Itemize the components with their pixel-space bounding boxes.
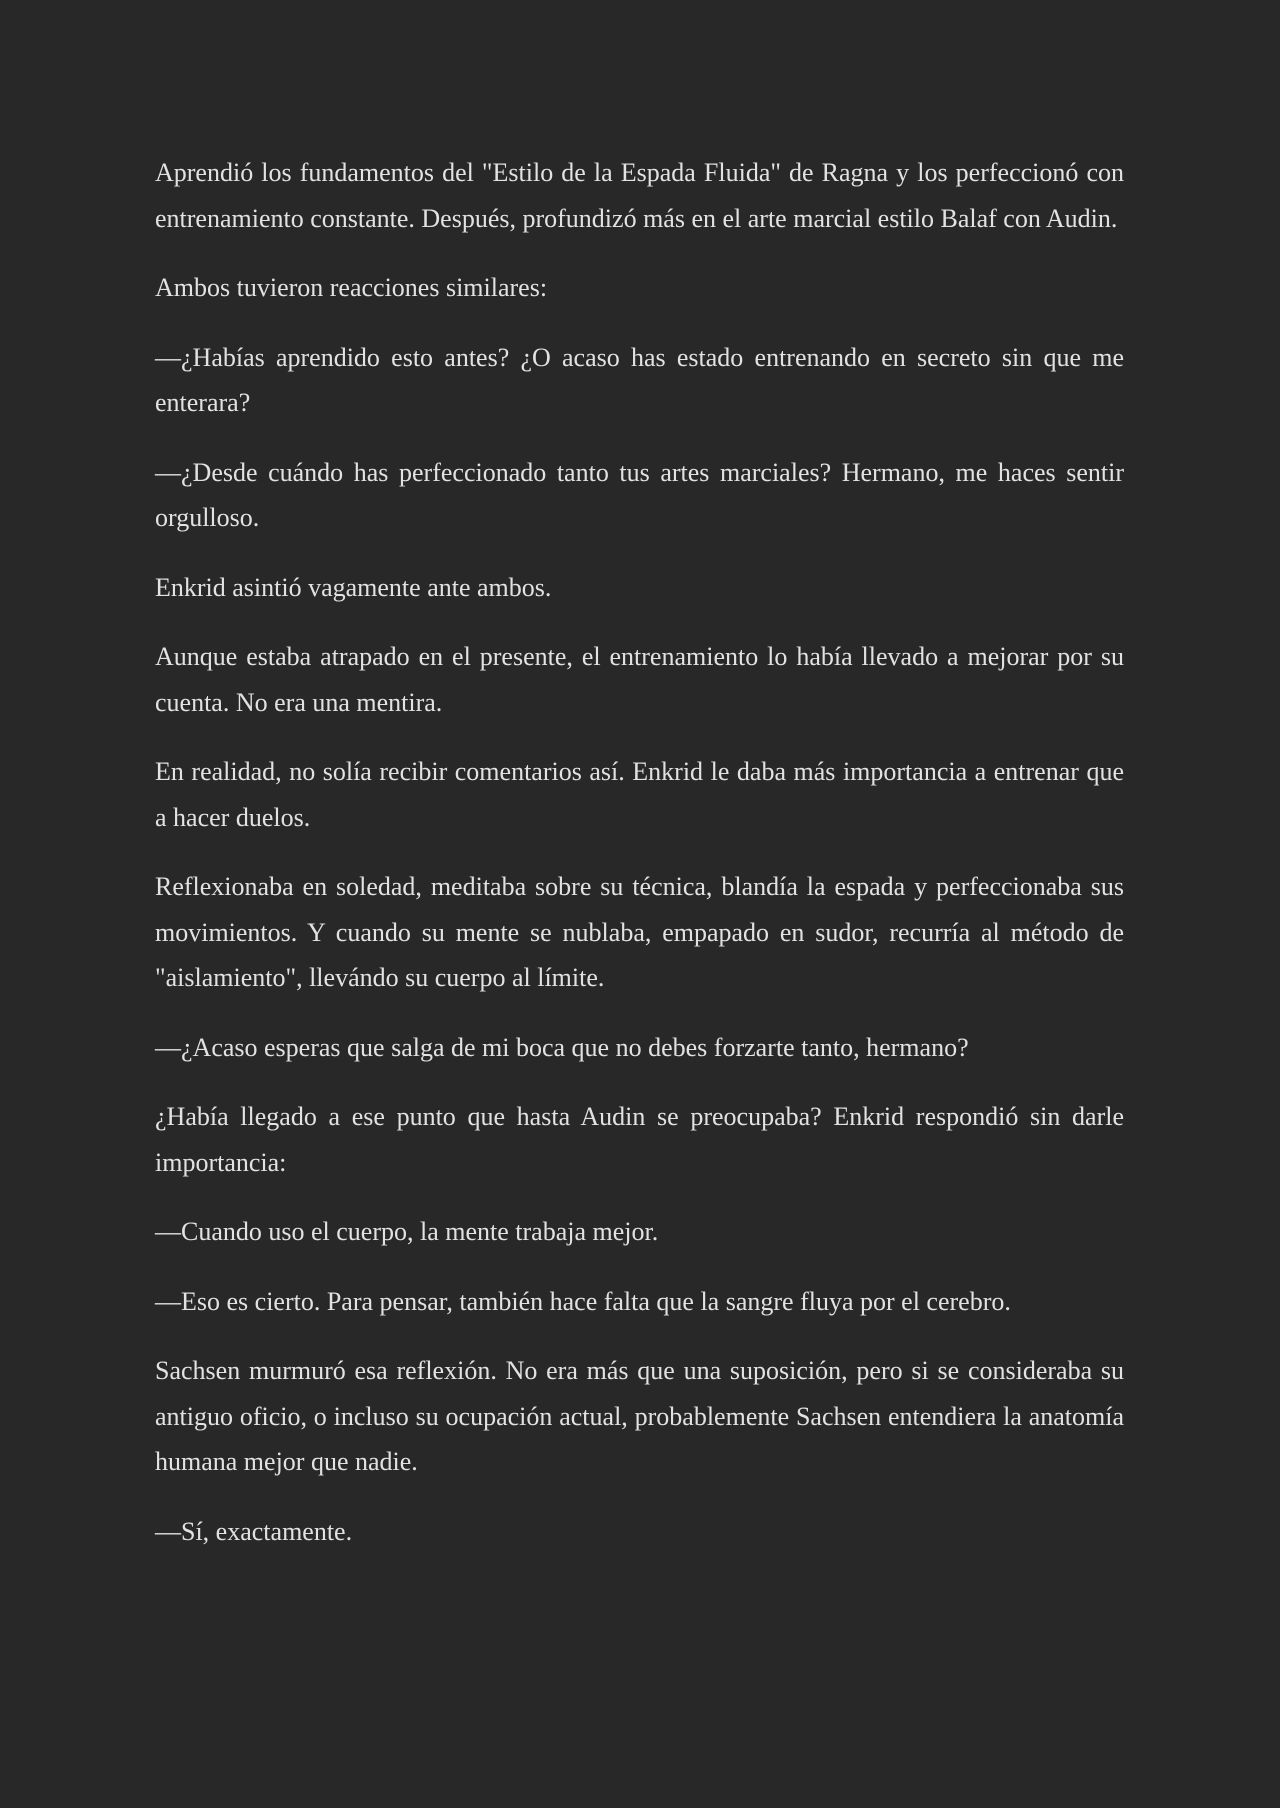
paragraph-7: En realidad, no solía recibir comentarios así. Enkrid le daba más importancia a entrenar que a hacer duelos. (155, 757, 1124, 832)
paragraph-13: Sachsen murmuró esa reflexión. No era más que una suposición, pero si se consideraba su antiguo oficio, o incluso su ocupación actual, probablemente Sachsen entendiera la anatomía humana mejor que nadie. (155, 1356, 1124, 1476)
paragraph-5: Enkrid asintió vagamente ante ambos. (155, 572, 552, 602)
paragraph-10: ¿Había llegado a ese punto que hasta Audin se preocupaba? Enkrid respondió sin darle importancia: (155, 1102, 1124, 1177)
paragraph-9: —¿Acaso esperas que salga de mi boca que no debes forzarte tanto, hermano? (155, 1032, 969, 1062)
paragraph-4: —¿Desde cuándo has perfeccionado tanto tus artes marciales? Hermano, me haces sentir orgulloso. (155, 457, 1124, 532)
paragraph-12: —Eso es cierto. Para pensar, también hace falta que la sangre fluya por el cerebro. (155, 1286, 1011, 1316)
paragraph-3: —¿Habías aprendido esto antes? ¿O acaso has estado entrenando en secreto sin que me enterara? (155, 342, 1124, 417)
paragraph-11: —Cuando uso el cuerpo, la mente trabaja mejor. (155, 1217, 659, 1246)
paragraph-6: Aunque estaba atrapado en el presente, el entrenamiento lo había llevado a mejorar por su cuenta. No era una mentira. (155, 642, 1124, 717)
paragraph-1: Aprendió los fundamentos del "Estilo de la Espada Fluida" de Ragna y los perfeccionó con entrenamiento constante. Después, profundizó más en el arte marcial estilo Balaf con Audin. (155, 158, 1124, 233)
paragraph-2: Ambos tuvieron reacciones similares: (155, 273, 548, 302)
paragraph-8: Reflexionaba en soledad, meditaba sobre su técnica, blandía la espada y perfeccionaba sus movimientos. Y cuando su mente se nublaba, empapado en sudor, recurría al método de "aislamiento", llevándo su cuerpo al límite. (155, 872, 1124, 992)
paragraph-14: —Sí, exactamente. (155, 1516, 353, 1546)
